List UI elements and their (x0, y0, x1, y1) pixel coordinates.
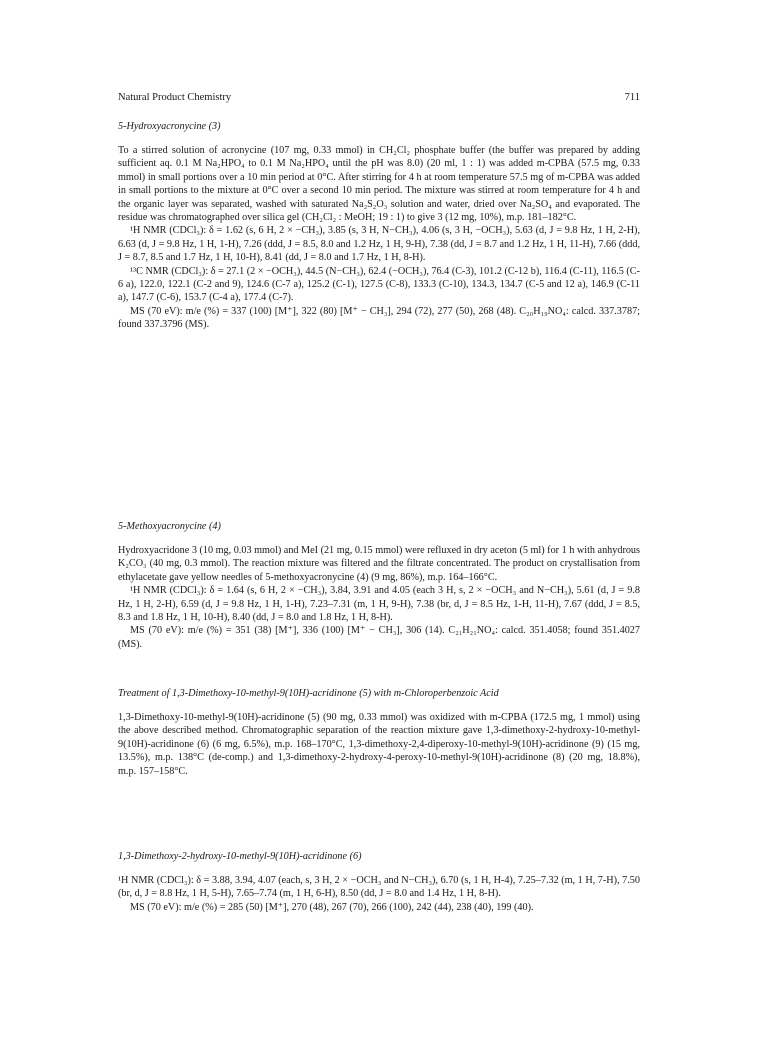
section-title: 5-Methoxyacronycine (4) (118, 521, 221, 532)
h-nmr-paragraph: ¹H NMR (CDCl₃): δ = 1.64 (s, 6 H, 2 × −CH₃), 3.84, 3.91 and 4.05 (each 3 H, s, 2 × −OCH₃ and N−CH₃), 5.61 (d, J = 9.8 Hz, 1 H, 2-H), 6.59 (d, J = 9.8 Hz, 1 H, 1-H), 7.23–7.31 (m, 1 H, 9-H), 7.38 (br, d, J = 8.5 Hz, 1-H, 11-H), 7.67 (ddd, J = 8.5, 8.3 and 1.8 Hz, 1 H, 10-H), 8.40 (dd, J = 8.0 and 1.8 Hz, 1 H, 8-H). (118, 585, 640, 624)
h-nmr-paragraph: ¹H NMR (CDCl₃): δ = 3.88, 3.94, 4.07 (each, s, 3 H, 2 × −OCH₃ and N−CH₃), 6.70 (s, 1 H, H-4), 7.25–7.32 (m, 1 H, 7-H), 7.50 (br, d, J = 8.8 Hz, 1 H, 5-H), 7.65–7.74 (m, 1 H, 6-H), 8.50 (dd, J = 8.0 and 1.4 Hz, 1 H, 8-H). (118, 875, 640, 900)
section-methoxyacronycine (118, 520, 640, 651)
section-hydroxy-acridinone (118, 850, 640, 914)
procedure-paragraph: 1,3-Dimethoxy-10-methyl-9(10H)-acridinone (5) (90 mg, 0.33 mmol) was oxidized with m-CPBA (172.5 mg, 1 mmol) using the above described method. Chromatographic separation of the reaction mixture gave 1,3-dimethoxy-2-hydroxy-10-methyl-9(10H)-acridinone (6) (6 mg, 6.5%), m.p. 168–170°C, 1,3-dimethoxy-2,4-diperoxy-10-methyl-9(10H)-acridinone (9) (15 mg, 13.5%), m.p. 138°C (de-comp.) and 1,3-dimethoxy-2-hydroxy-4-peroxy-10-methyl-9(10H)-acridinone (8) (20 mg, 18.8%), m.p. 157–158°C. (118, 712, 640, 777)
ms-paragraph: MS (70 eV): m/e (%) = 351 (38) [M⁺], 336 (100) [M⁺ − CH₃], 306 (14). C₂₁H₂₁NO₄: calcd. 351.4058; found 351.4027 (MS). (118, 625, 640, 650)
section-title: Treatment of 1,3-Dimethoxy-10-methyl-9(10H)-acridinone (5) with m-Chloroperbenzoic Acid (118, 688, 499, 699)
ms-paragraph: MS (70 eV): m/e (%) = 285 (50) [M⁺], 270 (48), 267 (70), 266 (100), 242 (44), 238 (40), 199 (40). (130, 901, 534, 913)
procedure-paragraph: To a stirred solution of acronycine (107 mg, 0.33 mmol) in CH₂Cl₂ phosphate buffer (the buffer was prepared by adding sufficient aq. 0.1 M Na₂HPO₄ to 0.1 M Na₂HPO₄ until the pH was 8.0) (20 ml, 1 : 1) was added m-CPBA (57.5 mg, 0.33 mmol) in small portions over a 10 min period at 0°C. After stirring for 4 h at room temperature 57.5 mg of m-CPBA was added in small portions to the mixture at 0°C over a second 10 min period. The mixture was stirred at room temperature for 4 h and the organic layer was separated, washed with saturated Na₂S₂O₃ solution and water, dried over Na₂SO₄ and evaporated. The residue was chromatographed over silica gel (CH₂Cl₂ : MeOH; 19 : 1) to give 3 (12 mg, 10%), m.p. 181–182°C. (118, 145, 640, 224)
page-number: 711 (624, 92, 640, 103)
ms-paragraph: MS (70 eV): m/e (%) = 337 (100) [M⁺], 322 (80) [M⁺ − CH₃], 294 (72), 277 (50), 268 (48). C₂₀H₁₉NO₄: calcd. 337.3787; found 337.3796 (MS). (118, 305, 640, 331)
journal-title: Natural Product Chemistry (118, 92, 232, 103)
procedure-paragraph: Hydroxyacridone 3 (10 mg, 0.03 mmol) and MeI (21 mg, 0.15 mmol) were refluxed in dry aceton (5 ml) for 1 h with anhydrous K₂CO₃ (40 mg, 0.3 mmol). The reaction mixture was filtered and the filtrate concentrated. The product on crystallisation from ethylacetate gave yellow needles of 5-methoxyacronycine (4) (9 mg, 86%), m.p. 164–166°C. (118, 545, 640, 583)
h-nmr-paragraph: ¹H NMR (CDCl₃): δ = 1.62 (s, 6 H, 2 × −CH₃), 3.85 (s, 3 H, N−CH₃), 4.06 (s, 3 H, −OCH₃), 5.63 (d, J = 9.8 Hz, 1 H, 2-H), 6.63 (d, J = 9.8 Hz, 1 H, 1-H), 7.26 (ddd, J = 8.5, 8.0 and 1.2 Hz, 1 H, 9-H), 7.38 (dd, J = 8.7 and 1.2 Hz, 1 H, 11-H), 7.66 (ddd, J = 8.7, 8.5 and 1.7 Hz, 1 H, 10-H), 8.41 (dd, J = 8.0 and 1.7 Hz, 1 H, 8-H). (118, 225, 640, 264)
section-treatment-acridinone (118, 687, 640, 778)
section-title: 1,3-Dimethoxy-2-hydroxy-10-methyl-9(10H)-acridinone (6) (118, 851, 362, 862)
section-hydroxyacronycine (118, 120, 640, 332)
section-title: 5-Hydroxyacronycine (3) (118, 121, 221, 132)
c-nmr-paragraph: ¹³C NMR (CDCl₃): δ = 27.1 (2 × −OCH₃), 44.5 (N−CH₃), 62.4 (−OCH₃), 76.4 (C-3), 101.2 (C-12 b), 116.4 (C-11), 116.5 (C-6 a), 122.0, 122.1 (C-2 and 9), 124.6 (C-7 a), 125.2 (C-1), 127.5 (C-8), 133.3 (C-10), 134.3, 134.7 (C-5 and 12 a), 146.9 (C-11 a), 147.7 (C-6), 153.7 (C-4 a), 177.4 (C-7). (118, 265, 640, 304)
